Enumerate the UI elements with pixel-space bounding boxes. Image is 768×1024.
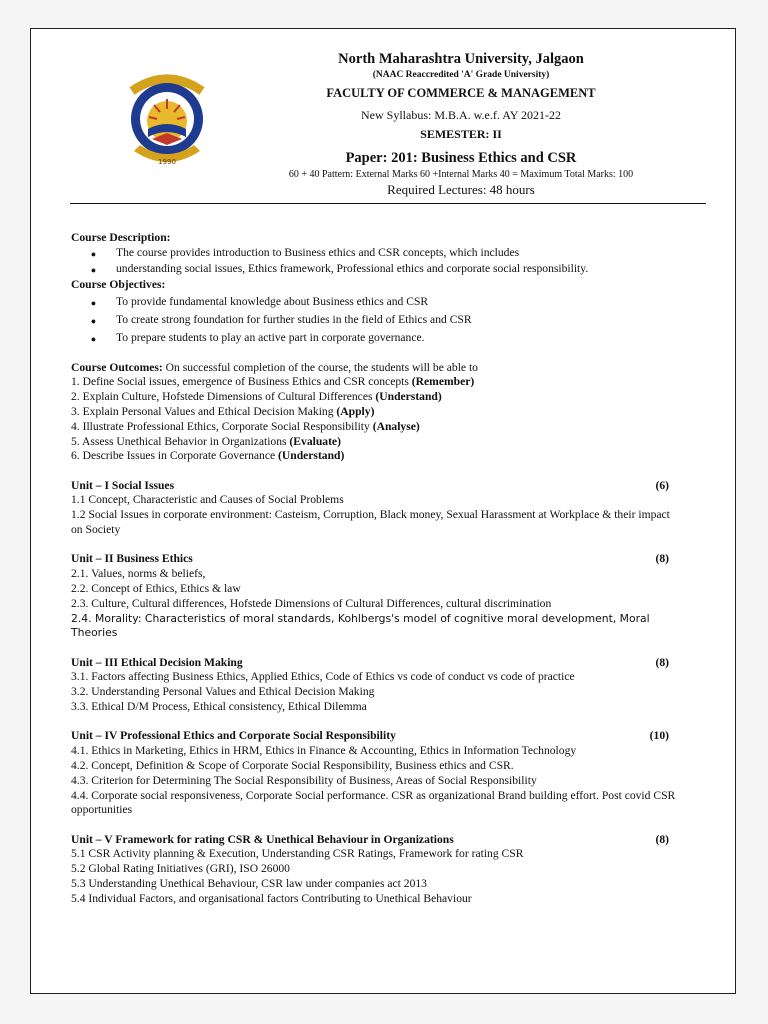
syllabus-line: New Syllabus: M.B.A. w.e.f. AY 2021-22	[361, 108, 561, 122]
list-item	[71, 313, 681, 329]
description-bullet-1: The course provides introduction to Business ethics and CSR concepts, which includes	[116, 245, 520, 259]
bullet-icon: ●	[90, 315, 97, 326]
unit-line: 5.3 Understanding Unethical Behaviour, CSR law under companies act 2013	[71, 877, 427, 890]
unit-line: 4.1. Ethics in Marketing, Ethics in HRM, Ethics in Finance & Accounting, Ethics in Information Technology	[71, 744, 577, 758]
unit-line: 3.1. Factors affecting Business Ethics, Applied Ethics, Code of Ethics vs code of conduct vs code of practice	[71, 670, 575, 684]
unit-line: 5.1 CSR Activity planning & Execution, Understanding CSR Ratings, Framework for rating CSR	[71, 847, 524, 861]
unit-line: 2.4. Morality: Characteristics of moral standards, Kohlbergs's model of cognitive moral development, Moral Theories	[71, 611, 650, 640]
unit-line: 2.1. Values, norms & beliefs,	[71, 567, 206, 581]
unit-2-title: Unit – II Business Ethics (8)	[71, 552, 681, 567]
unit-line: 5.2 Global Rating Initiatives (GRI), ISO 26000	[71, 862, 290, 876]
syllabus-page	[30, 28, 736, 994]
bullet-icon: ●	[90, 248, 97, 259]
unit-2-hours: (8)	[655, 552, 669, 566]
bullet-icon: ●	[90, 333, 97, 344]
naac-grade: (NAAC Reaccredited 'A' Grade University)	[372, 70, 550, 80]
unit-1-title: Unit – I Social Issues (6)	[71, 479, 681, 494]
unit-5-title: Unit – V Framework for rating CSR & Unethical Behaviour in Organizations (8)	[71, 833, 681, 848]
course-outcomes-intro	[71, 361, 681, 376]
outcome-item: 5. Assess Unethical Behavior in Organizations (Evaluate)	[71, 434, 341, 448]
objective-1: To provide fundamental knowledge about Business ethics and CSR	[116, 294, 429, 308]
unit-5-hours: (8)	[655, 832, 669, 846]
faculty-name: FACULTY OF COMMERCE & MANAGEMENT	[326, 86, 596, 100]
unit-line: 3.3. Ethical D/M Process, Ethical consistency, Ethical Dilemma	[71, 700, 367, 714]
marks-pattern: 60 + 40 Pattern: External Marks 60 +Internal Marks 40 = Maximum Total Marks: 100	[288, 169, 634, 180]
outcome-item: 4. Illustrate Professional Ethics, Corporate Social Responsibility (Analyse)	[71, 419, 420, 433]
bullet-icon: ●	[90, 297, 97, 308]
unit-line: 4.3. Criterion for Determining The Social Responsibility of Business, Areas of Social Responsibility	[71, 773, 537, 787]
header-divider	[70, 203, 706, 204]
course-outcomes-intro-text: On successful completion of the course, the students will be able to	[162, 360, 478, 374]
logo-year: 1990	[158, 158, 176, 166]
list-item	[71, 331, 681, 347]
list-item	[71, 246, 681, 262]
course-objectives-heading: Course Objectives:	[71, 277, 166, 291]
unit-3-hours: (8)	[655, 655, 669, 669]
bullet-icon: ●	[90, 264, 97, 275]
outcome-item: 2. Explain Culture, Hofstede Dimensions of Cultural Differences (Understand)	[71, 390, 442, 404]
course-outcomes-heading: Course Outcomes:	[71, 360, 163, 374]
unit-line: 3.2. Understanding Personal Values and Ethical Decision Making	[71, 685, 375, 699]
unit-line: 1.2 Social Issues in corporate environment: Casteism, Corruption, Black money, Sexual Harassment at Workplace & their impact on Society	[71, 508, 670, 537]
unit-line: 1.1 Concept, Characteristic and Causes of Social Problems	[71, 493, 344, 507]
unit-line: 5.4 Individual Factors, and organisational factors Contributing to Unethical Behaviour	[71, 891, 472, 905]
outcome-item: 3. Explain Personal Values and Ethical Decision Making (Apply)	[71, 404, 375, 418]
required-lectures: Required Lectures: 48 hours	[387, 182, 535, 197]
unit-3-title: Unit – III Ethical Decision Making (8)	[71, 656, 681, 671]
unit-line: 4.4. Corporate social responsiveness, Corporate Social performance. CSR as organizational Brand building effort. Post covid CSR opportunities	[71, 788, 676, 817]
objective-2: To create strong foundation for further studies in the field of Ethics and CSR	[116, 312, 472, 326]
outcome-item: 1. Define Social issues, emergence of Business Ethics and CSR concepts (Remember)	[71, 375, 475, 389]
syllabus-content	[71, 231, 681, 907]
unit-line: 2.3. Culture, Cultural differences, Hofstede Dimensions of Cultural Differences, cultural discrimination	[71, 596, 552, 610]
unit-line: 4.2. Concept, Definition & Scope of Corporate Social Responsibility, Business ethics and CSR.	[71, 758, 514, 772]
objective-3: To prepare students to play an active part in corporate governance.	[116, 330, 425, 344]
list-item	[71, 295, 681, 311]
unit-line: 2.2. Concept of Ethics, Ethics & law	[71, 581, 241, 595]
description-bullet-2: understanding social issues, Ethics framework, Professional ethics and corporate social responsibility.	[116, 261, 589, 275]
course-description-heading: Course Description:	[71, 231, 171, 244]
outcome-item: 6. Describe Issues in Corporate Governance (Understand)	[71, 449, 345, 463]
unit-1-hours: (6)	[655, 478, 669, 492]
unit-4-hours: (10)	[649, 729, 669, 743]
university-name: North Maharashtra University, Jalgaon	[338, 51, 584, 67]
paper-title: Paper: 201: Business Ethics and CSR	[345, 150, 577, 166]
semester: SEMESTER: II	[420, 127, 502, 141]
unit-4-title: Unit – IV Professional Ethics and Corporate Social Responsibility (10)	[71, 729, 681, 744]
list-item	[71, 262, 681, 278]
